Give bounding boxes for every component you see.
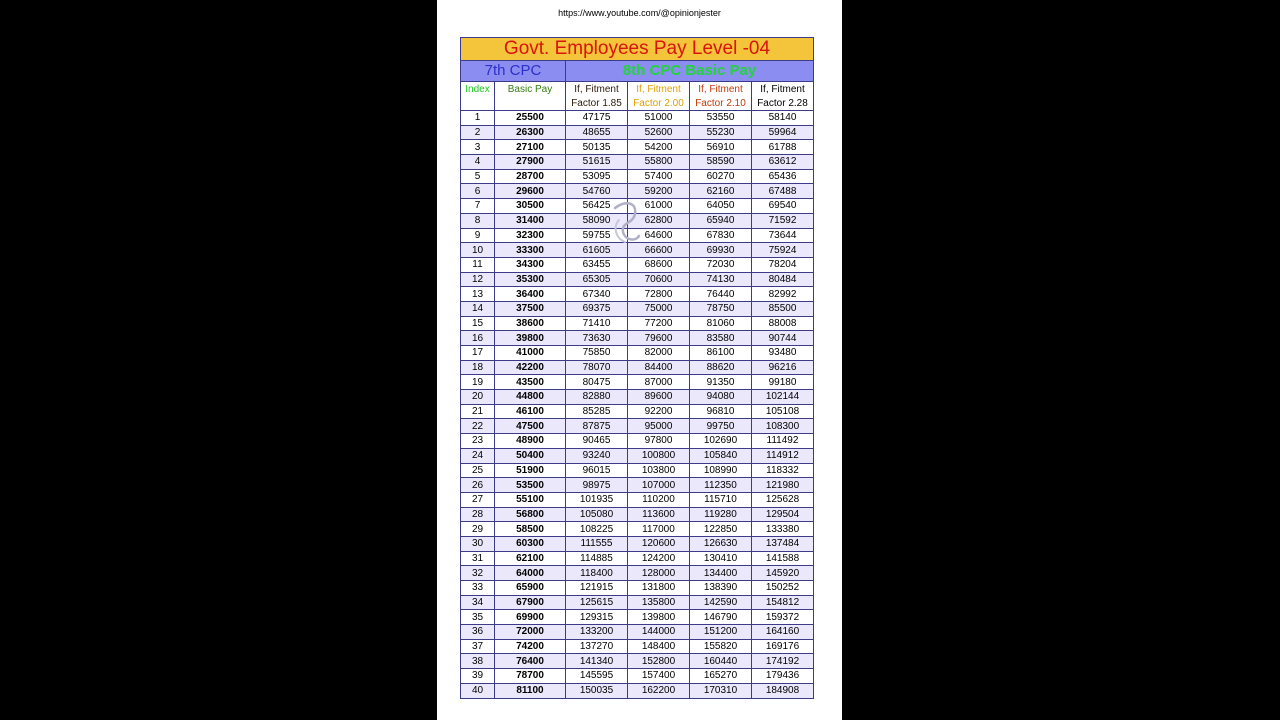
cell-index: 11	[461, 257, 495, 272]
cell-factor-2-10: 126630	[690, 536, 752, 551]
cell-factor-2-10: 91350	[690, 375, 752, 390]
cell-factor-2-00: 103800	[628, 463, 690, 478]
table-row	[461, 375, 814, 390]
cell-factor-2-28: 58140	[752, 111, 814, 126]
cell-factor-2-00: 148400	[628, 639, 690, 654]
cell-index: 14	[461, 301, 495, 316]
table-row	[461, 551, 814, 566]
cell-factor-2-00: 97800	[628, 434, 690, 449]
cell-basic-pay: 39800	[495, 331, 566, 346]
cell-basic-pay: 35300	[495, 272, 566, 287]
cell-factor-2-28: 59964	[752, 125, 814, 140]
cell-factor-2-10: 138390	[690, 581, 752, 596]
cell-factor-1-85: 96015	[566, 463, 628, 478]
table-row	[461, 683, 814, 698]
cell-factor-1-85: 98975	[566, 478, 628, 493]
table-row	[461, 639, 814, 654]
cell-index: 40	[461, 683, 495, 698]
cell-index: 23	[461, 434, 495, 449]
cell-factor-2-28: 85500	[752, 301, 814, 316]
cell-factor-2-28: 82992	[752, 287, 814, 302]
cell-basic-pay: 67900	[495, 595, 566, 610]
cell-factor-2-10: 58590	[690, 155, 752, 170]
cell-basic-pay: 38600	[495, 316, 566, 331]
cell-factor-1-85: 47175	[566, 111, 628, 126]
cell-index: 19	[461, 375, 495, 390]
cell-factor-2-10: 83580	[690, 331, 752, 346]
cell-factor-2-28: 78204	[752, 257, 814, 272]
cell-factor-2-10: 112350	[690, 478, 752, 493]
cell-factor-1-85: 111555	[566, 536, 628, 551]
table-row	[461, 125, 814, 140]
cell-index: 26	[461, 478, 495, 493]
cell-factor-2-28: 71592	[752, 213, 814, 228]
cell-factor-2-10: 67830	[690, 228, 752, 243]
cell-index: 32	[461, 566, 495, 581]
cell-index: 27	[461, 492, 495, 507]
cell-factor-1-85: 58090	[566, 213, 628, 228]
cell-factor-1-85: 75850	[566, 346, 628, 361]
cell-basic-pay: 27100	[495, 140, 566, 155]
cell-factor-1-85: 82880	[566, 390, 628, 405]
cell-basic-pay: 74200	[495, 639, 566, 654]
cell-factor-2-28: 105108	[752, 404, 814, 419]
cell-index: 4	[461, 155, 495, 170]
cell-factor-2-28: 69540	[752, 199, 814, 214]
table-row	[461, 111, 814, 126]
cell-factor-2-00: 89600	[628, 390, 690, 405]
cell-basic-pay: 43500	[495, 375, 566, 390]
table-row	[461, 507, 814, 522]
cell-factor-2-28: 129504	[752, 507, 814, 522]
cell-factor-2-10: 60270	[690, 169, 752, 184]
cell-factor-2-00: 70600	[628, 272, 690, 287]
cell-index: 1	[461, 111, 495, 126]
table-row	[461, 155, 814, 170]
cell-factor-1-85: 87875	[566, 419, 628, 434]
cell-basic-pay: 25500	[495, 111, 566, 126]
cell-basic-pay: 60300	[495, 536, 566, 551]
cell-factor-2-10: 105840	[690, 448, 752, 463]
table-row	[461, 536, 814, 551]
column-header-factor-2-10: If, Fitment Factor 2.10	[690, 82, 752, 111]
cell-factor-2-28: 93480	[752, 346, 814, 361]
cell-index: 29	[461, 522, 495, 537]
cell-factor-2-00: 100800	[628, 448, 690, 463]
cell-factor-2-10: 155820	[690, 639, 752, 654]
cell-factor-2-28: 164160	[752, 625, 814, 640]
cell-factor-2-28: 184908	[752, 683, 814, 698]
cell-factor-2-00: 152800	[628, 654, 690, 669]
cell-factor-2-28: 121980	[752, 478, 814, 493]
cell-factor-1-85: 118400	[566, 566, 628, 581]
cell-factor-2-28: 96216	[752, 360, 814, 375]
table-row	[461, 346, 814, 361]
cell-factor-2-28: 80484	[752, 272, 814, 287]
cell-basic-pay: 64000	[495, 566, 566, 581]
cell-factor-2-10: 134400	[690, 566, 752, 581]
group-header-7th-cpc: 7th CPC	[461, 61, 566, 82]
cell-factor-1-85: 59755	[566, 228, 628, 243]
cell-basic-pay: 28700	[495, 169, 566, 184]
cell-factor-2-28: 125628	[752, 492, 814, 507]
cell-basic-pay: 72000	[495, 625, 566, 640]
cell-basic-pay: 36400	[495, 287, 566, 302]
cell-factor-1-85: 90465	[566, 434, 628, 449]
table-title: Govt. Employees Pay Level -04	[461, 38, 814, 61]
cell-factor-2-10: 72030	[690, 257, 752, 272]
cell-factor-2-28: 102144	[752, 390, 814, 405]
cell-factor-1-85: 101935	[566, 492, 628, 507]
cell-factor-2-10: 122850	[690, 522, 752, 537]
cell-index: 6	[461, 184, 495, 199]
cell-factor-2-00: 139800	[628, 610, 690, 625]
cell-basic-pay: 65900	[495, 581, 566, 596]
cell-factor-2-28: 63612	[752, 155, 814, 170]
table-row	[461, 419, 814, 434]
cell-factor-1-85: 67340	[566, 287, 628, 302]
cell-factor-2-28: 75924	[752, 243, 814, 258]
cell-factor-2-28: 114912	[752, 448, 814, 463]
cell-factor-2-28: 141588	[752, 551, 814, 566]
cell-index: 16	[461, 331, 495, 346]
source-url: https://www.youtube.com/@opinionjester	[558, 8, 721, 18]
cell-index: 33	[461, 581, 495, 596]
table-row	[461, 625, 814, 640]
cell-factor-2-10: 170310	[690, 683, 752, 698]
table-row	[461, 360, 814, 375]
cell-factor-1-85: 108225	[566, 522, 628, 537]
cell-factor-2-00: 117000	[628, 522, 690, 537]
cell-basic-pay: 48900	[495, 434, 566, 449]
cell-factor-2-00: 51000	[628, 111, 690, 126]
table-row	[461, 228, 814, 243]
table-row	[461, 287, 814, 302]
cell-index: 30	[461, 536, 495, 551]
cell-factor-2-00: 135800	[628, 595, 690, 610]
table-row	[461, 478, 814, 493]
cell-factor-2-00: 84400	[628, 360, 690, 375]
cell-basic-pay: 50400	[495, 448, 566, 463]
cell-factor-2-10: 119280	[690, 507, 752, 522]
cell-factor-1-85: 150035	[566, 683, 628, 698]
cell-factor-2-10: 146790	[690, 610, 752, 625]
cell-factor-2-10: 99750	[690, 419, 752, 434]
cell-factor-2-00: 124200	[628, 551, 690, 566]
cell-basic-pay: 27900	[495, 155, 566, 170]
cell-basic-pay: 81100	[495, 683, 566, 698]
table-row	[461, 301, 814, 316]
cell-factor-2-28: 73644	[752, 228, 814, 243]
cell-index: 21	[461, 404, 495, 419]
cell-factor-2-28: 179436	[752, 669, 814, 684]
cell-index: 37	[461, 639, 495, 654]
cell-basic-pay: 26300	[495, 125, 566, 140]
cell-factor-2-10: 88620	[690, 360, 752, 375]
cell-factor-2-28: 150252	[752, 581, 814, 596]
column-header-factor-2-00: If, Fitment Factor 2.00	[628, 82, 690, 111]
cell-factor-2-10: 56910	[690, 140, 752, 155]
table-row	[461, 669, 814, 684]
cell-factor-1-85: 80475	[566, 375, 628, 390]
cell-index: 13	[461, 287, 495, 302]
cell-factor-2-00: 61000	[628, 199, 690, 214]
table-row	[461, 331, 814, 346]
cell-factor-2-10: 94080	[690, 390, 752, 405]
cell-index: 17	[461, 346, 495, 361]
cell-factor-2-00: 68600	[628, 257, 690, 272]
cell-index: 38	[461, 654, 495, 669]
cell-factor-1-85: 125615	[566, 595, 628, 610]
cell-factor-1-85: 48655	[566, 125, 628, 140]
table-row	[461, 243, 814, 258]
cell-factor-2-00: 72800	[628, 287, 690, 302]
cell-basic-pay: 42200	[495, 360, 566, 375]
table-row	[461, 184, 814, 199]
cell-factor-2-10: 86100	[690, 346, 752, 361]
cell-factor-2-10: 151200	[690, 625, 752, 640]
cell-basic-pay: 47500	[495, 419, 566, 434]
cell-factor-2-10: 78750	[690, 301, 752, 316]
table-row	[461, 257, 814, 272]
cell-factor-2-10: 160440	[690, 654, 752, 669]
cell-factor-2-00: 64600	[628, 228, 690, 243]
cell-factor-2-00: 120600	[628, 536, 690, 551]
document-page	[437, 0, 842, 720]
cell-factor-2-28: 67488	[752, 184, 814, 199]
table-row	[461, 595, 814, 610]
cell-factor-2-00: 62800	[628, 213, 690, 228]
cell-factor-1-85: 54760	[566, 184, 628, 199]
cell-factor-2-10: 108990	[690, 463, 752, 478]
cell-factor-1-85: 71410	[566, 316, 628, 331]
cell-index: 39	[461, 669, 495, 684]
cell-factor-2-10: 55230	[690, 125, 752, 140]
table-row	[461, 654, 814, 669]
cell-factor-2-10: 81060	[690, 316, 752, 331]
column-header-index: Index	[461, 82, 495, 111]
cell-basic-pay: 37500	[495, 301, 566, 316]
cell-basic-pay: 41000	[495, 346, 566, 361]
cell-factor-1-85: 51615	[566, 155, 628, 170]
cell-factor-2-28: 99180	[752, 375, 814, 390]
cell-factor-2-10: 53550	[690, 111, 752, 126]
cell-index: 12	[461, 272, 495, 287]
cell-factor-2-28: 137484	[752, 536, 814, 551]
cell-factor-1-85: 121915	[566, 581, 628, 596]
table-row	[461, 522, 814, 537]
cell-factor-1-85: 50135	[566, 140, 628, 155]
cell-index: 28	[461, 507, 495, 522]
cell-factor-2-00: 131800	[628, 581, 690, 596]
table-row	[461, 463, 814, 478]
table-row	[461, 404, 814, 419]
cell-factor-2-28: 145920	[752, 566, 814, 581]
column-header-factor-1-85: If, Fitment Factor 1.85	[566, 82, 628, 111]
cell-factor-2-00: 59200	[628, 184, 690, 199]
cell-basic-pay: 62100	[495, 551, 566, 566]
cell-index: 15	[461, 316, 495, 331]
table-row	[461, 610, 814, 625]
cell-index: 18	[461, 360, 495, 375]
cell-index: 2	[461, 125, 495, 140]
cell-basic-pay: 56800	[495, 507, 566, 522]
cell-basic-pay: 53500	[495, 478, 566, 493]
cell-factor-1-85: 105080	[566, 507, 628, 522]
cell-index: 31	[461, 551, 495, 566]
cell-factor-1-85: 63455	[566, 257, 628, 272]
cell-index: 34	[461, 595, 495, 610]
cell-factor-1-85: 73630	[566, 331, 628, 346]
cell-factor-2-28: 61788	[752, 140, 814, 155]
cell-factor-2-28: 111492	[752, 434, 814, 449]
cell-factor-2-28: 159372	[752, 610, 814, 625]
cell-basic-pay: 76400	[495, 654, 566, 669]
cell-factor-1-85: 78070	[566, 360, 628, 375]
cell-factor-2-28: 154812	[752, 595, 814, 610]
cell-factor-2-28: 174192	[752, 654, 814, 669]
cell-factor-2-00: 95000	[628, 419, 690, 434]
group-header-8th-cpc: 8th CPC Basic Pay	[566, 61, 814, 82]
cell-basic-pay: 46100	[495, 404, 566, 419]
cell-factor-1-85: 133200	[566, 625, 628, 640]
cell-factor-2-28: 108300	[752, 419, 814, 434]
cell-basic-pay: 33300	[495, 243, 566, 258]
cell-index: 8	[461, 213, 495, 228]
cell-factor-2-10: 130410	[690, 551, 752, 566]
cell-index: 36	[461, 625, 495, 640]
cell-index: 35	[461, 610, 495, 625]
cell-basic-pay: 31400	[495, 213, 566, 228]
cell-factor-2-28: 169176	[752, 639, 814, 654]
table-row	[461, 316, 814, 331]
cell-factor-1-85: 69375	[566, 301, 628, 316]
cell-factor-2-10: 74130	[690, 272, 752, 287]
cell-factor-2-00: 162200	[628, 683, 690, 698]
cell-factor-2-00: 157400	[628, 669, 690, 684]
cell-factor-2-00: 107000	[628, 478, 690, 493]
cell-factor-2-00: 52600	[628, 125, 690, 140]
cell-factor-1-85: 114885	[566, 551, 628, 566]
cell-factor-2-00: 128000	[628, 566, 690, 581]
table-row	[461, 448, 814, 463]
cell-factor-2-00: 66600	[628, 243, 690, 258]
cell-factor-2-00: 54200	[628, 140, 690, 155]
table-row	[461, 390, 814, 405]
cell-factor-1-85: 61605	[566, 243, 628, 258]
cell-index: 7	[461, 199, 495, 214]
cell-factor-2-28: 133380	[752, 522, 814, 537]
cell-index: 10	[461, 243, 495, 258]
table-row	[461, 213, 814, 228]
cell-factor-2-10: 65940	[690, 213, 752, 228]
cell-factor-1-85: 145595	[566, 669, 628, 684]
cell-basic-pay: 32300	[495, 228, 566, 243]
cell-factor-2-00: 77200	[628, 316, 690, 331]
table-row	[461, 140, 814, 155]
column-header-basic-pay: Basic Pay	[495, 82, 566, 111]
cell-basic-pay: 34300	[495, 257, 566, 272]
cell-basic-pay: 78700	[495, 669, 566, 684]
pay-table	[460, 37, 814, 699]
cell-factor-2-00: 110200	[628, 492, 690, 507]
cell-factor-2-28: 65436	[752, 169, 814, 184]
table-row	[461, 434, 814, 449]
cell-factor-2-00: 82000	[628, 346, 690, 361]
table-row	[461, 169, 814, 184]
cell-factor-2-10: 115710	[690, 492, 752, 507]
cell-factor-2-28: 118332	[752, 463, 814, 478]
cell-factor-2-28: 90744	[752, 331, 814, 346]
cell-factor-2-28: 88008	[752, 316, 814, 331]
cell-basic-pay: 29600	[495, 184, 566, 199]
cell-factor-2-10: 165270	[690, 669, 752, 684]
cell-factor-1-85: 141340	[566, 654, 628, 669]
cell-factor-2-10: 69930	[690, 243, 752, 258]
cell-factor-2-00: 144000	[628, 625, 690, 640]
cell-factor-2-10: 102690	[690, 434, 752, 449]
table-row	[461, 566, 814, 581]
cell-factor-2-00: 79600	[628, 331, 690, 346]
cell-basic-pay: 55100	[495, 492, 566, 507]
cell-factor-1-85: 93240	[566, 448, 628, 463]
cell-factor-2-00: 87000	[628, 375, 690, 390]
cell-index: 25	[461, 463, 495, 478]
cell-factor-1-85: 65305	[566, 272, 628, 287]
column-header-factor-2-28: If, Fitment Factor 2.28	[752, 82, 814, 111]
cell-factor-2-00: 92200	[628, 404, 690, 419]
table-row	[461, 272, 814, 287]
table-body	[461, 111, 814, 699]
cell-basic-pay: 69900	[495, 610, 566, 625]
cell-factor-2-10: 76440	[690, 287, 752, 302]
table-row	[461, 581, 814, 596]
cell-factor-2-00: 55800	[628, 155, 690, 170]
cell-index: 22	[461, 419, 495, 434]
cell-factor-1-85: 85285	[566, 404, 628, 419]
cell-index: 24	[461, 448, 495, 463]
table-row	[461, 199, 814, 214]
cell-factor-2-00: 57400	[628, 169, 690, 184]
cell-factor-2-00: 113600	[628, 507, 690, 522]
cell-index: 20	[461, 390, 495, 405]
cell-index: 9	[461, 228, 495, 243]
cell-factor-1-85: 129315	[566, 610, 628, 625]
cell-index: 5	[461, 169, 495, 184]
table-row	[461, 492, 814, 507]
cell-factor-2-10: 96810	[690, 404, 752, 419]
cell-factor-1-85: 137270	[566, 639, 628, 654]
cell-basic-pay: 30500	[495, 199, 566, 214]
cell-factor-1-85: 56425	[566, 199, 628, 214]
cell-factor-2-10: 64050	[690, 199, 752, 214]
cell-factor-2-10: 142590	[690, 595, 752, 610]
cell-basic-pay: 44800	[495, 390, 566, 405]
cell-factor-2-10: 62160	[690, 184, 752, 199]
cell-factor-1-85: 53095	[566, 169, 628, 184]
cell-basic-pay: 51900	[495, 463, 566, 478]
cell-factor-2-00: 75000	[628, 301, 690, 316]
cell-basic-pay: 58500	[495, 522, 566, 537]
cell-index: 3	[461, 140, 495, 155]
